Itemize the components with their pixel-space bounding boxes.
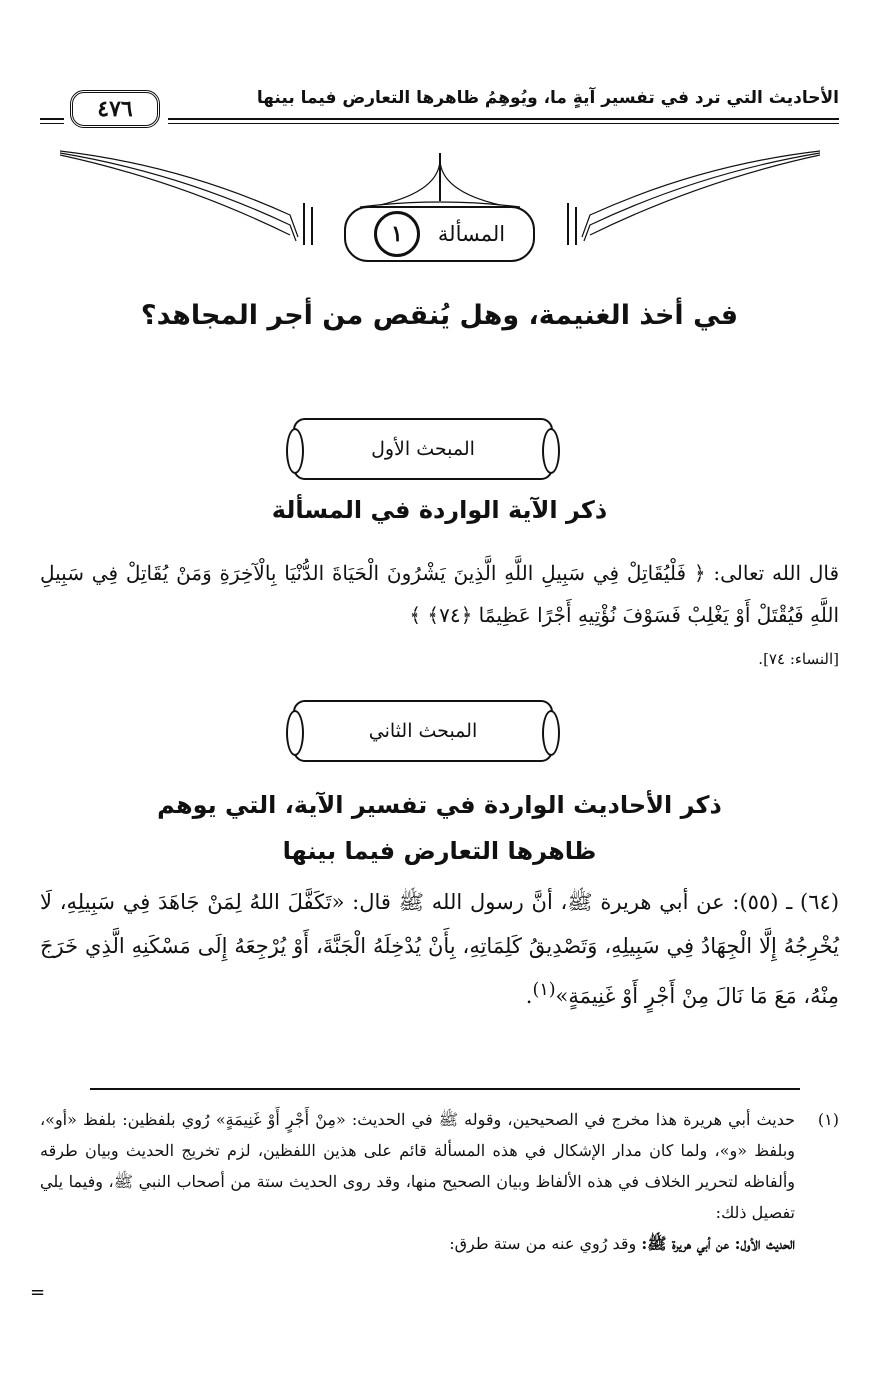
page-number: ٤٧٦	[70, 90, 160, 128]
running-header	[40, 86, 839, 134]
hadith-paragraph: (٦٤) ـ (٥٥): عن أبي هريرة ﷺ، أنَّ رسول الله ﷺ قال: «تَكَفَّلَ اللهُ لِمَنْ جَاهَدَ فِي سَبِيلِهِ، لَا يُخْرِجُهُ إِلَّا الْجِهَادُ فِي سَبِيلِهِ، وَتَصْدِيقُ كَلِمَاتِهِ، بِأَنْ يُدْخِلَهُ الْجَنَّةَ، أَوْ يُرْجِعَهُ إِلَى مَسْكَنِهِ الَّذِي خَرَجَ مِنْهُ، مَعَ مَا نَالَ مِنْ أَجْرٍ أَوْ غَنِيمَةٍ»$^{(١)}$.	[40, 890, 840, 1008]
section2-heading-line2: ظاهرها التعارض فيما بينها	[282, 837, 597, 865]
footnotes	[40, 1104, 839, 1259]
issue-label-text: المسألة	[437, 222, 506, 246]
verse-intro: قال الله تعالى:	[705, 561, 839, 585]
header-rule	[168, 118, 839, 124]
issue-label-frame	[344, 206, 535, 262]
section1-heading: ذكر الآية الواردة في المسألة	[271, 496, 608, 524]
running-title: الأحاديث التي ترد في تفسير آيةٍ ما، ويُوهِمُ ظاهرها التعارض فيما بينها	[256, 88, 839, 108]
issue-number-circle: ١	[374, 211, 420, 257]
footnote-body	[40, 1104, 795, 1259]
footnote-sub-label: الحديث الأول: عن أبي هريرة ﷺ:	[641, 1234, 795, 1253]
footnote-separator	[90, 1088, 800, 1090]
issue-label	[0, 206, 879, 262]
quran-verse: ﴿ فَلْيُقَاتِلْ فِي سَبِيلِ اللَّهِ الَّذِينَ يَشْرُونَ الْحَيَاةَ الدُّنْيَا بِالْآخِرَةِ وَمَنْ يُقَاتِلْ فِي سَبِيلِ اللَّهِ فَيُقْتَلْ أَوْ يَغْلِبْ فَسَوْفَ نُؤْتِيهِ أَجْرًا عَظِيمًا ﴿٧٤﴾ ﴾	[40, 561, 839, 627]
section-label-first: المبحث الأول	[293, 418, 553, 480]
footnote-number: (١)	[817, 1110, 839, 1129]
hadith-text: (٦٤) ـ (٥٥): عن أبي هريرة ﷺ، أنَّ رسول الله ﷺ قال: «تَكَفَّلَ اللهُ لِمَنْ جَاهَدَ فِي سَبِيلِهِ، لَا يُخْرِجُهُ إِلَّا الْجِهَادُ فِي سَبِيلِهِ، وَتَصْدِيقُ كَلِمَاتِهِ، بِأَنْ يُدْخِلَهُ الْجَنَّةَ، أَوْ يُرْجِعَهُ إِلَى مَسْكَنِهِ الَّذِي خَرَجَ مِنْهُ، مَعَ مَا نَالَ مِنْ أَجْرٍ أَوْ غَنِيمَةٍ»	[40, 890, 840, 1008]
footnote-text: حديث أبي هريرة هذا مخرج في الصحيحين، وقوله ﷺ في الحديث: «مِنْ أَجْرٍ أَوْ غَنِيمَةٍ» رُوي بلفظين: بلفظ «أو»، وبلفظ «و»، ولما كان مدار الإشكال في هذه المسألة قائم على هذين اللفظين، لزم تخريج الحديث وبيان طرقه وألفاظه لتحرير الخلاف في هذه الألفاظ وبيان الصحيح منها، وقد روى الحديث ستة من أصحاب النبي ﷺ، وفيما يلي تفصيل ذلك:	[40, 1110, 795, 1222]
continuation-mark: =	[30, 1282, 46, 1303]
issue-title: في أخذ الغنيمة، وهل يُنقص من أجر المجاهد؟	[140, 300, 739, 331]
footnote-sub-text: وقد رُوي عنه من ستة طرق:	[449, 1234, 642, 1253]
section-label-second: المبحث الثاني	[293, 700, 553, 762]
verse-paragraph	[40, 552, 839, 680]
section2-heading-line1: ذكر الأحاديث الواردة في تفسير الآية، التي يوهم	[157, 791, 722, 819]
verse-reference: [النساء: ٧٤].	[758, 650, 839, 668]
header-left-rule	[40, 118, 64, 124]
section2-heading	[0, 782, 879, 874]
footnote-reference[interactable]: (١)	[532, 980, 556, 1000]
